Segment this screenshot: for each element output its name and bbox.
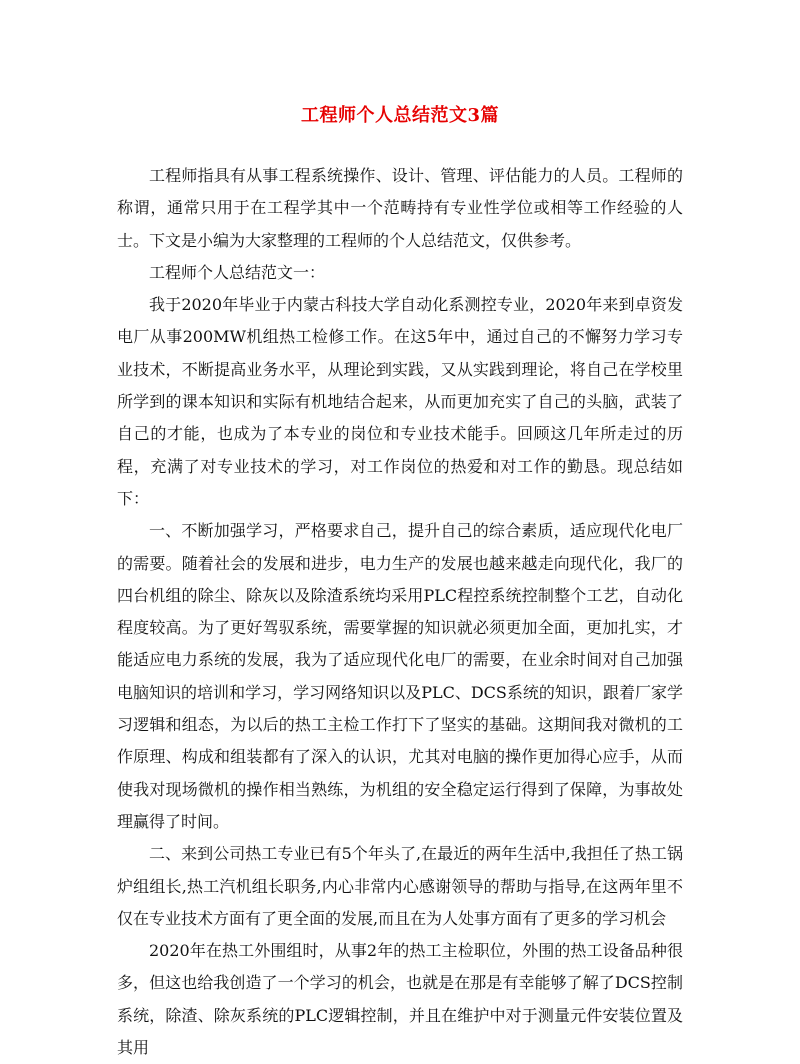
document-body [117,160,683,1064]
paragraph-point-two: 二、来到公司热工专业已有5个年头了,在最近的两年生活中,我担任了热工锅炉组组长,热工汽机组长职务,内心非常内心感谢领导的帮助与指导,在这两年里不仅在专业技术方面有了更全面的发展,而且在为人处事方面有了更多的学习机会 [117,844,683,928]
paragraph-intro: 工程师指具有从事工程系统操作、设计、管理、评估能力的人员。工程师的称谓，通常只用于在工程学其中一个范畴持有专业性学位或相等工作经验的人士。下文是小编为大家整理的工程师的个人总结范文，仅供参考。 [117,166,683,250]
paragraph-point-one: 一、不断加强学习，严格要求自己，提升自己的综合素质，适应现代化电厂的需要。随着社会的发展和进步，电力生产的发展也越来越走向现代化，我厂的四台机组的除尘、除灰以及除渣系统均采用PLC程控系统控制整个工艺，自动化程度较高。为了更好驾驭系统，需要掌握的知识就必须更加全面，更加扎实，才能适应电力系统的发展，我为了适应现代化电厂的需要，在业余时间对自己加强电脑知识的培训和学习，学习网络知识以及PLC、DCS系统的知识，跟着厂家学习逻辑和组态，为以后的热工主检工作打下了坚实的基础。这期间我对微机的工作原理、构成和组装都有了深入的认识，尤其对电脑的操作更加得心应手，从而使我对现场微机的操作相当熟练，为机组的安全稳定运行得到了保障，为事故处理赢得了时间。 [117,521,683,831]
paragraph-background: 我于2020年毕业于内蒙古科技大学自动化系测控专业，2020年来到卓资发电厂从事200MW机组热工检修工作。在这5年中，通过自己的不懈努力学习专业技术，不断提高业务水平，从理论到实践，又从实践到理论，将自己在学校里所学到的课本知识和实际有机地结合起来，从而更加充实了自己的头脑，武装了自己的才能，也成为了本专业的岗位和专业技术能手。回顾这几年所走过的历程，充满了对专业技术的学习，对工作岗位的热爱和对工作的勤恳。现总结如下： [117,295,683,508]
paragraph-experience: 2020年在热工外围组时，从事2年的热工主检职位，外围的热工设备品种很多，但这也给我创造了一个学习的机会，也就是在那是有幸能够了解了DCS控制系统，除渣、除灰系统的PLC逻辑控制，并且在维护中对于测量元件安装位置及其用 [117,941,683,1058]
paragraph-section-heading: 工程师个人总结范文一： [149,262,326,282]
document-title: 工程师个人总结范文3篇 [300,105,500,126]
